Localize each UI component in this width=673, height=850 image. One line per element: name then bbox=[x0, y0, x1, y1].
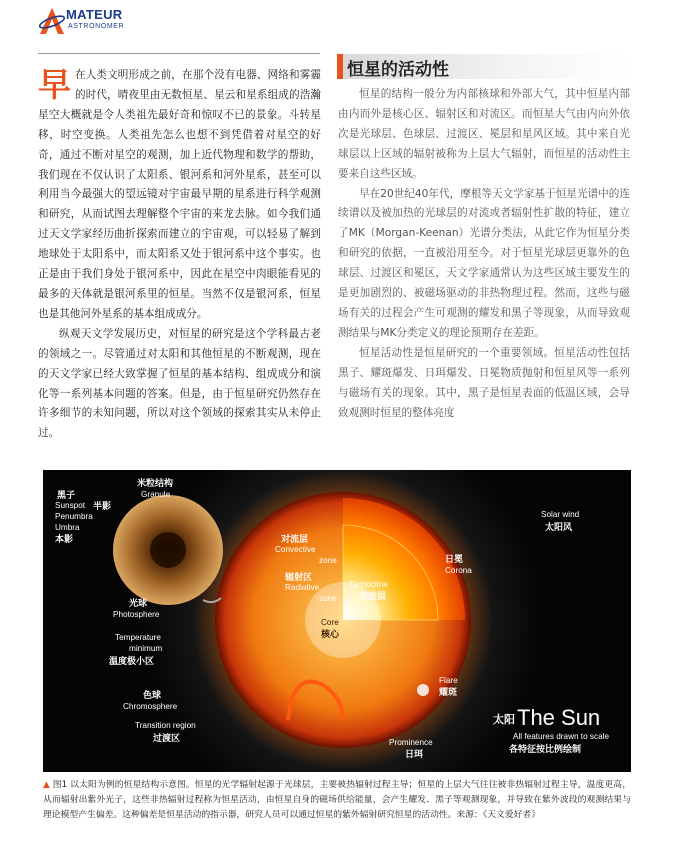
right-column bbox=[338, 85, 630, 423]
label-temp-en2: minimum bbox=[129, 644, 163, 653]
label-flare-en: Flare bbox=[439, 676, 458, 685]
logo-subtitle: ASTRONOMER bbox=[68, 23, 125, 30]
left-paragraph-2: 纵观天文学发展历史，对恒星的研究是这个学科最古老的领域之一。尽管通过对太阳和其他恒星的不断观测，现在的天文学家已经大致掌握了恒星的基本结构、组成成分和演化等一系列基本问题的答案。但是，由于恒星研究仍然存在许多细节的未知问题，所以对这个领域的探索其实从未停止过。 bbox=[38, 327, 321, 440]
label-tachocline-cn: 差旋层 bbox=[359, 591, 387, 601]
label-chromosphere-cn: 色球 bbox=[143, 690, 162, 700]
label-scale-cn: 各特征按比例绘制 bbox=[509, 744, 582, 754]
label-chromosphere-en: Chromosphere bbox=[123, 702, 178, 711]
label-flare-cn: 耀斑 bbox=[439, 687, 458, 697]
sun-structure-figure bbox=[43, 470, 631, 772]
label-prominence-en: Prominence bbox=[389, 738, 433, 747]
drop-cap: 早 bbox=[38, 65, 71, 104]
logo-title: MATEUR bbox=[66, 7, 123, 22]
label-core-en: Core bbox=[321, 618, 339, 627]
label-granule-en: Granule bbox=[141, 490, 171, 499]
label-umbra-cn: 本影 bbox=[55, 534, 74, 544]
magazine-logo bbox=[38, 6, 148, 36]
label-solarwind-cn: 太阳风 bbox=[545, 522, 573, 532]
right-paragraph-3: 恒星活动性是恒星研究的一个重要领域。恒星活动性包括黑子、耀斑爆发、日珥爆发、日冕物质抛射和恒星风等一系列与磁场有关的现象。其中，黑子是恒星表面的低温区域，会导致观测时恒星的整体亮度 bbox=[338, 346, 630, 419]
label-scale-en: All features drawn to scale bbox=[513, 732, 610, 741]
label-sun-en: The Sun bbox=[517, 705, 601, 730]
section-title-accent bbox=[337, 54, 343, 79]
left-paragraph-1-text: 在人类文明形成之前，在那个没有电器、网络和雾霾的时代，晴夜里由无数恒星、星云和星系组成的浩瀚星空大概就是令人类祖先最好奇和惊叹不已的景象。斗转星移，时空变换。人类祖先怎么也想不到凭借着对星空的好奇，通过不断对星空的观测，加上近代物理和数学的帮助，我们现在不仅认识了太阳系、银河系和河外星系，甚至可以利用当今最强大的望远镜对宇宙最早期的星系进行科学观测和研究，从而试图去理解整个宇宙的来龙去脉。如今我们通过天文学家经历曲折探索而建立的宇宙观，可以轻易了解到地球处于太阳系中，而太阳系又处于银河系中这个事实。也正是由于我们身处于银河系中，因此在星空中肉眼能看见的最多的天体就是银河系里的恒星。当然不仅是银河系，恒星也是其他河外星系的基本组成成分。 bbox=[38, 69, 321, 320]
label-penumbra-cn: 半影 bbox=[93, 501, 112, 511]
label-radiative-en2: zone bbox=[319, 594, 337, 603]
label-sun-cn: 太阳 bbox=[493, 714, 515, 726]
label-convective-en1: Convective bbox=[275, 545, 316, 554]
caption-text: 图1 以太阳为例的恒星结构示意图。恒星的光学辐射起源于光球层，主要被热辐射过程主导；恒星的上层大气往往被非热辐射过程主导，温度更高，从而辐射出紫外光子，这些非热辐射过程称为恒星活动，由恒星自身的磁场供给能量，会产生耀发、黑子等观测现象，并导致在紫外波段的观测结果与理论模型产生偏差。这种偏差是恒星活动的指示器，研究人员可以通过恒星的紫外辐射研究恒星的活动性。来源：《天文爱好者》 bbox=[43, 780, 631, 820]
label-umbra-en: Umbra bbox=[55, 523, 80, 532]
label-core-cn: 核心 bbox=[321, 629, 340, 639]
label-transition-en: Transition region bbox=[135, 721, 196, 730]
label-sunspot-en: Sunspot bbox=[55, 501, 86, 510]
left-column bbox=[38, 66, 321, 444]
flare-spot bbox=[417, 684, 429, 696]
label-sunspot-cn: 黑子 bbox=[57, 490, 76, 500]
section-title: 恒星的活动性 bbox=[347, 60, 449, 80]
label-solarwind-en: Solar wind bbox=[541, 510, 580, 519]
label-temp-cn: 温度极小区 bbox=[109, 656, 155, 666]
header-rule bbox=[38, 53, 320, 54]
caption-marker: ▲ bbox=[43, 780, 50, 790]
label-photosphere-cn: 光球 bbox=[129, 598, 148, 608]
label-radiative-cn: 辐射区 bbox=[285, 572, 313, 582]
label-corona-en: Corona bbox=[445, 566, 472, 575]
label-convective-cn: 对流层 bbox=[281, 534, 309, 544]
label-temp-en1: Temperature bbox=[115, 633, 161, 642]
label-transition-cn: 过渡区 bbox=[153, 733, 181, 743]
label-corona-cn: 日冕 bbox=[445, 554, 464, 564]
label-photosphere-en: Photosphere bbox=[113, 610, 160, 619]
right-paragraph-1: 恒星的结构一般分为内部核球和外部大气，其中恒星内部由内而外是核心区、辐射区和对流区。而恒星大气由内向外依次是光球层、色球层、过渡区、冕层和星风区域。其中来自光球层以上区域的辐射被称为上层大气辐射，而恒星的活动性主要来自这些区域。 bbox=[338, 88, 630, 180]
label-granule-cn: 米粒结构 bbox=[137, 478, 174, 488]
right-paragraph-2: 早在20世纪40年代，摩根等天文学家基于恒星光谱中的连续谱以及被加热的光球层的对流或者辐射性扩散的特征，建立了MK（Morgan-Keenan）光谱分类法，从此它作为恒星分类和研究的依据，一直被沿用至今。对于恒星光球层更靠外的色球层、过渡区和冕区，天文学家通常认为这些区域主要发生的是更加剧烈的、被磁场驱动的非热物理过程。然而，这些与磁场有关的过程会产生可观测的耀发和黑子等现象，从而导致观测结果与MK分类定义的理论预期存在差距。 bbox=[338, 187, 630, 339]
label-tachocline-en: Tachocline bbox=[349, 580, 388, 589]
label-prominence-cn: 日珥 bbox=[405, 749, 424, 759]
figure-caption bbox=[43, 778, 631, 823]
label-penumbra-en: Penumbra bbox=[55, 512, 93, 521]
label-radiative-en1: Radiative bbox=[285, 583, 320, 592]
logo-emblem-icon bbox=[38, 6, 68, 36]
label-convective-en2: zone bbox=[319, 556, 337, 565]
left-paragraph-1 bbox=[38, 66, 321, 325]
